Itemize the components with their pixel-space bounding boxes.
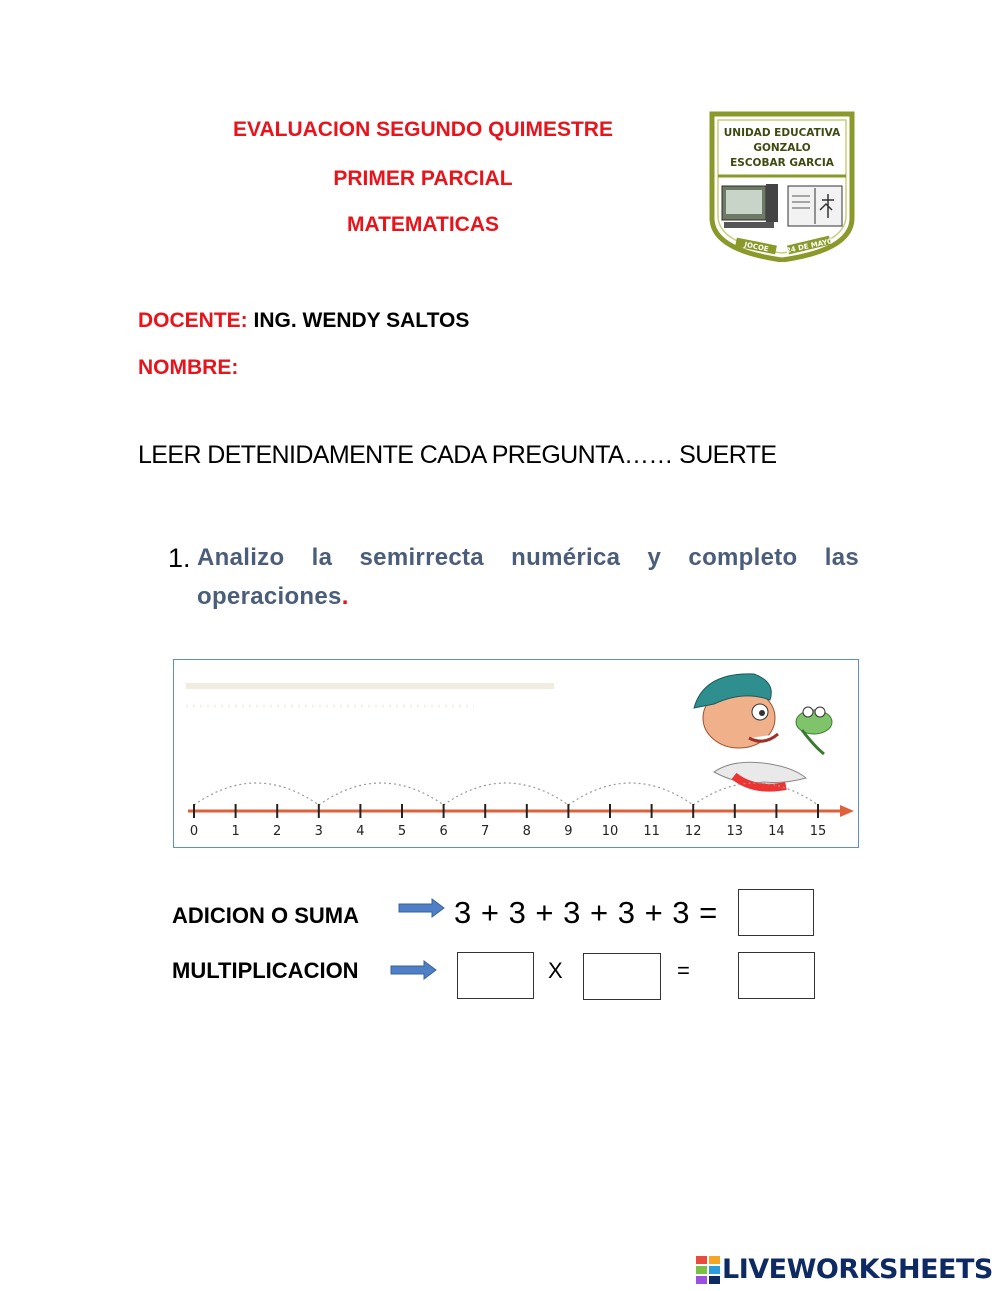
svg-text:GONZALO: GONZALO	[753, 142, 811, 154]
tick-label: 0	[189, 824, 199, 839]
factor1-box[interactable]	[457, 952, 534, 999]
boy-with-frog-illustration	[694, 674, 832, 788]
multiply-operator: X	[548, 958, 563, 983]
multiplication-label: MULTIPLICACION	[172, 958, 359, 983]
svg-text:UNIDAD EDUCATIVA: UNIDAD EDUCATIVA	[723, 127, 841, 139]
tick-label: 12	[684, 824, 702, 839]
addition-answer-box[interactable]	[738, 889, 814, 936]
exam-subtitle: PRIMER PARCIAL	[333, 167, 513, 190]
number-line-svg	[174, 660, 857, 846]
jump-arc	[444, 783, 569, 805]
number-line-arrowhead	[840, 805, 854, 817]
teacher-name: ING. WENDY SALTOS	[253, 309, 470, 332]
question-text-line2	[197, 583, 349, 611]
tick-label: 13	[726, 824, 744, 839]
tick-label: 8	[522, 824, 531, 839]
tick-label: 9	[564, 824, 573, 839]
tick-label: 1	[231, 824, 240, 839]
number-line-image	[173, 659, 859, 848]
tick-label: 15	[809, 824, 827, 839]
tick-label: 14	[768, 824, 785, 839]
question-text-line1: Analizo la semirrecta numérica y completo las	[197, 544, 859, 571]
teacher-label: DOCENTE:	[138, 309, 248, 332]
addition-label: ADICION O SUMA	[172, 903, 359, 928]
tick-label: 10	[601, 824, 619, 839]
tick-label: 6	[439, 824, 448, 839]
name-input[interactable]	[250, 352, 650, 382]
question-number: 1.	[168, 543, 191, 573]
liveworksheets-brand: LIVEWORKSHEETS	[722, 1254, 993, 1285]
equals-sign: =	[677, 958, 690, 983]
school-logo	[706, 110, 858, 262]
addition-expression: 3 + 3 + 3 + 3 + 3 =	[454, 895, 718, 930]
tick-label: 4	[356, 824, 365, 839]
addition-arrow-icon	[398, 898, 446, 918]
instruction-text: LEER DETENIDAMENTE CADA PREGUNTA…… SUERTE	[138, 441, 777, 469]
tick-label: 11	[643, 824, 660, 839]
jump-arc	[194, 783, 319, 805]
teacher-line	[138, 309, 469, 333]
tick-label: 7	[481, 824, 490, 839]
tick-label: 3	[314, 824, 323, 839]
svg-text:ESCOBAR GARCIA: ESCOBAR GARCIA	[730, 157, 834, 169]
tick-label: 5	[397, 824, 407, 839]
jump-arc	[568, 783, 693, 805]
name-label: NOMBRE:	[138, 356, 239, 379]
svg-text:JOCOE: JOCOE	[743, 240, 770, 254]
subject-title: MATEMATICAS	[346, 213, 500, 236]
tick-label: 2	[273, 824, 282, 839]
factor2-box[interactable]	[583, 953, 661, 1000]
jump-arc	[319, 783, 444, 805]
question-trailing-dot: .	[341, 583, 349, 610]
multiplication-arrow-icon	[390, 960, 438, 980]
svg-text:24 DE MAYO: 24 DE MAYO	[785, 237, 834, 255]
liveworksheets-logo	[696, 1254, 993, 1285]
question-text-word: operaciones	[197, 583, 342, 610]
product-box[interactable]	[738, 952, 815, 999]
liveworksheets-icon	[696, 1256, 720, 1284]
exam-title: EVALUACION SEGUNDO QUIMESTRE	[233, 118, 613, 141]
